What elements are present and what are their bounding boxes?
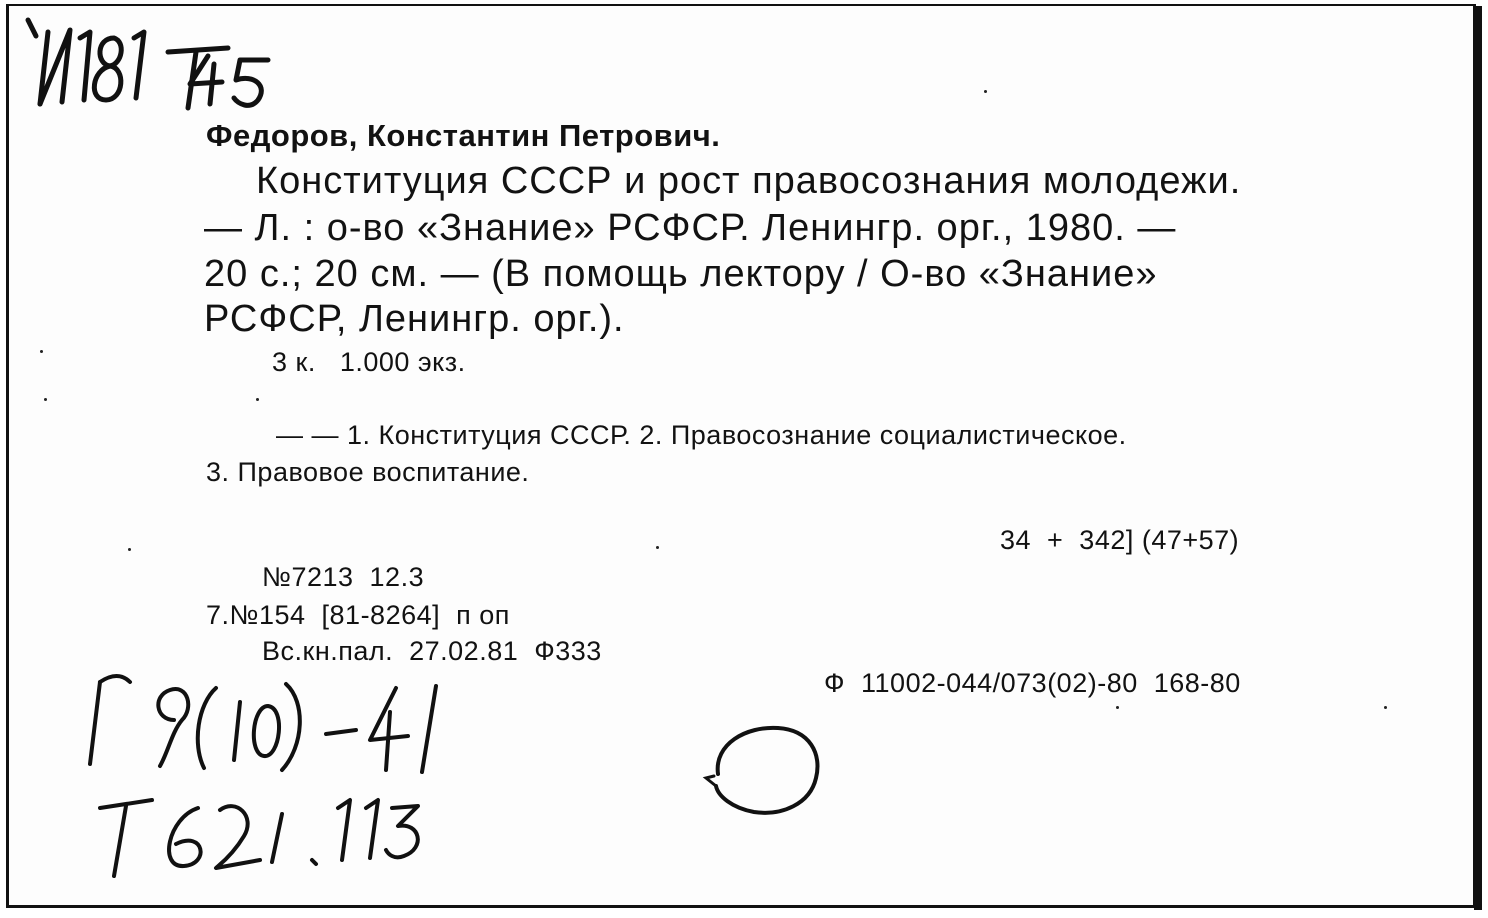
handwritten-call-number bbox=[18, 8, 288, 113]
speck bbox=[128, 548, 131, 551]
title-line-3: 20 с.; 20 см. — (В помощь лектору / О-во «Знание» bbox=[204, 253, 1158, 295]
hand-drawn-circle bbox=[696, 718, 828, 822]
speck bbox=[256, 398, 259, 401]
speck bbox=[40, 350, 43, 353]
price-circulation: 3 к. 1.000 экз. bbox=[272, 347, 466, 377]
classification-index: 34 + 342] (47+57) bbox=[1000, 525, 1240, 555]
title-line-1: Конституция СССР и рост правосознания молодежи. bbox=[256, 160, 1242, 202]
speck bbox=[984, 90, 987, 93]
author-heading: Федоров, Константин Петрович. bbox=[206, 118, 721, 153]
handwritten-classification bbox=[60, 660, 480, 890]
record-number: №7213 12.3 bbox=[262, 562, 425, 592]
order-number: 7.№154 [81-8264] п оп bbox=[206, 600, 510, 630]
speck bbox=[1384, 706, 1387, 709]
title-line-4: РСФСР, Ленингр. орг.). bbox=[204, 298, 625, 340]
catalog-code: Ф 11002-044/073(02)-80 168-80 bbox=[824, 668, 1241, 698]
card-edge bbox=[1474, 6, 1482, 910]
speck bbox=[1116, 706, 1119, 709]
speck bbox=[44, 398, 47, 401]
book-chamber-line: Вс.кн.пал. 27.02.81 Ф333 bbox=[262, 636, 602, 666]
title-line-2: — Л. : о-во «Знание» РСФСР. Ленингр. орг., 1980. — bbox=[204, 207, 1177, 249]
speck bbox=[656, 546, 659, 549]
subjects-line-2: 3. Правовое воспитание. bbox=[206, 457, 530, 487]
subjects-line-1: — — 1. Конституция СССР. 2. Правосознание социалистическое. bbox=[276, 420, 1127, 450]
